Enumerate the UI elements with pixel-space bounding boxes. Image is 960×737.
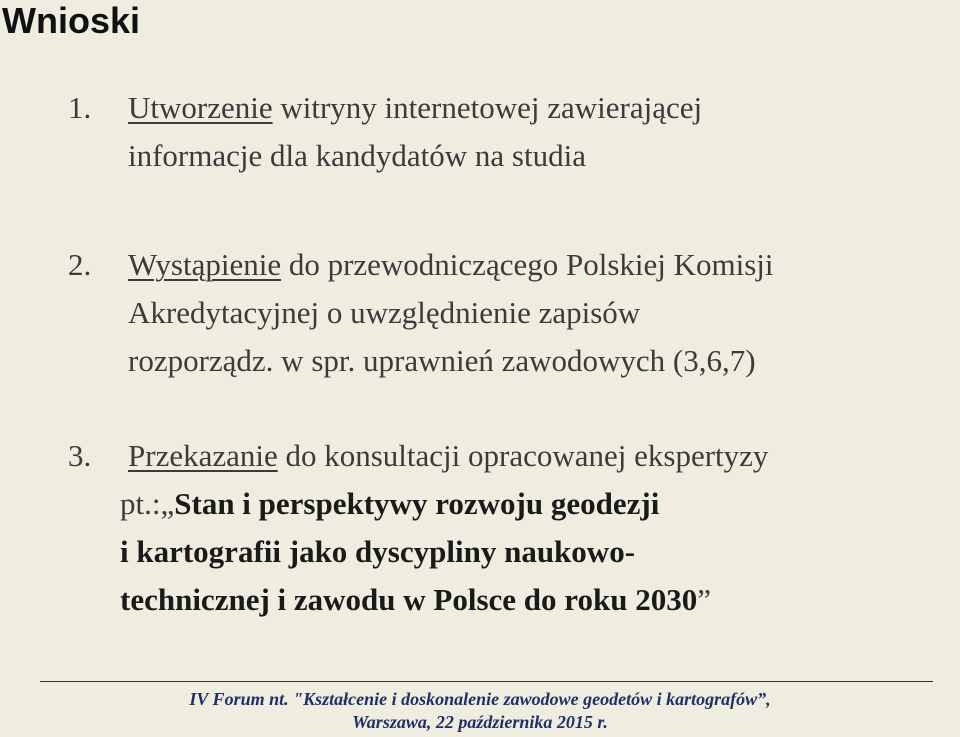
list-item-line: informacje dla kandydatów na studia: [128, 138, 586, 173]
expertise-title-line-2: i kartografii jako dyscypliny naukowo-: [120, 534, 636, 569]
list-item-3: [0, 432, 960, 632]
footer-line-2: Warszawa, 22 października 2015 r.: [352, 712, 608, 732]
closing-quote: ”: [697, 582, 711, 617]
expertise-title-line-1: [120, 480, 659, 528]
list-item-text: do konsultacji opracowanej ekspertyzy: [277, 438, 769, 473]
list-item-text: do przewodniczącego Polskiej Komisji: [281, 247, 774, 282]
footer-divider: [40, 681, 933, 682]
footer-line-1: IV Forum nt. "Kształcenie i doskonalenie zawodowe geodetów i kartografów”,: [189, 689, 771, 709]
list-item-keyword: Przekazanie: [128, 438, 278, 473]
list-item-first-line: [128, 84, 702, 132]
list-item-first-line: [128, 432, 768, 480]
expertise-title-line-3: [120, 576, 711, 624]
expertise-prefix: pt.:„: [120, 486, 175, 521]
list-item-keyword: Wystąpienie: [128, 247, 282, 282]
list-item-number: 1.: [68, 90, 92, 125]
list-item-text: witryny internetowej zawierającej: [272, 90, 703, 125]
list-item-keyword: Utworzenie: [128, 90, 273, 125]
expertise-title-text: Stan i perspektywy rozwoju geodezji: [174, 486, 660, 521]
list-item-first-line: [128, 241, 774, 289]
list-item-2: [0, 241, 960, 391]
slide-title: Wnioski: [2, 0, 141, 41]
list-item-number: 3.: [68, 438, 92, 473]
list-item-number: 2.: [68, 247, 92, 282]
list-item-1: [0, 84, 960, 184]
expertise-title-text: technicznej i zawodu w Polsce do roku 2030: [120, 582, 698, 617]
list-item-line: rozporządz. w spr. uprawnień zawodowych (3,6,7): [128, 343, 756, 378]
list-item-line: Akredytacyjnej o uwzględnienie zapisów: [128, 295, 641, 330]
